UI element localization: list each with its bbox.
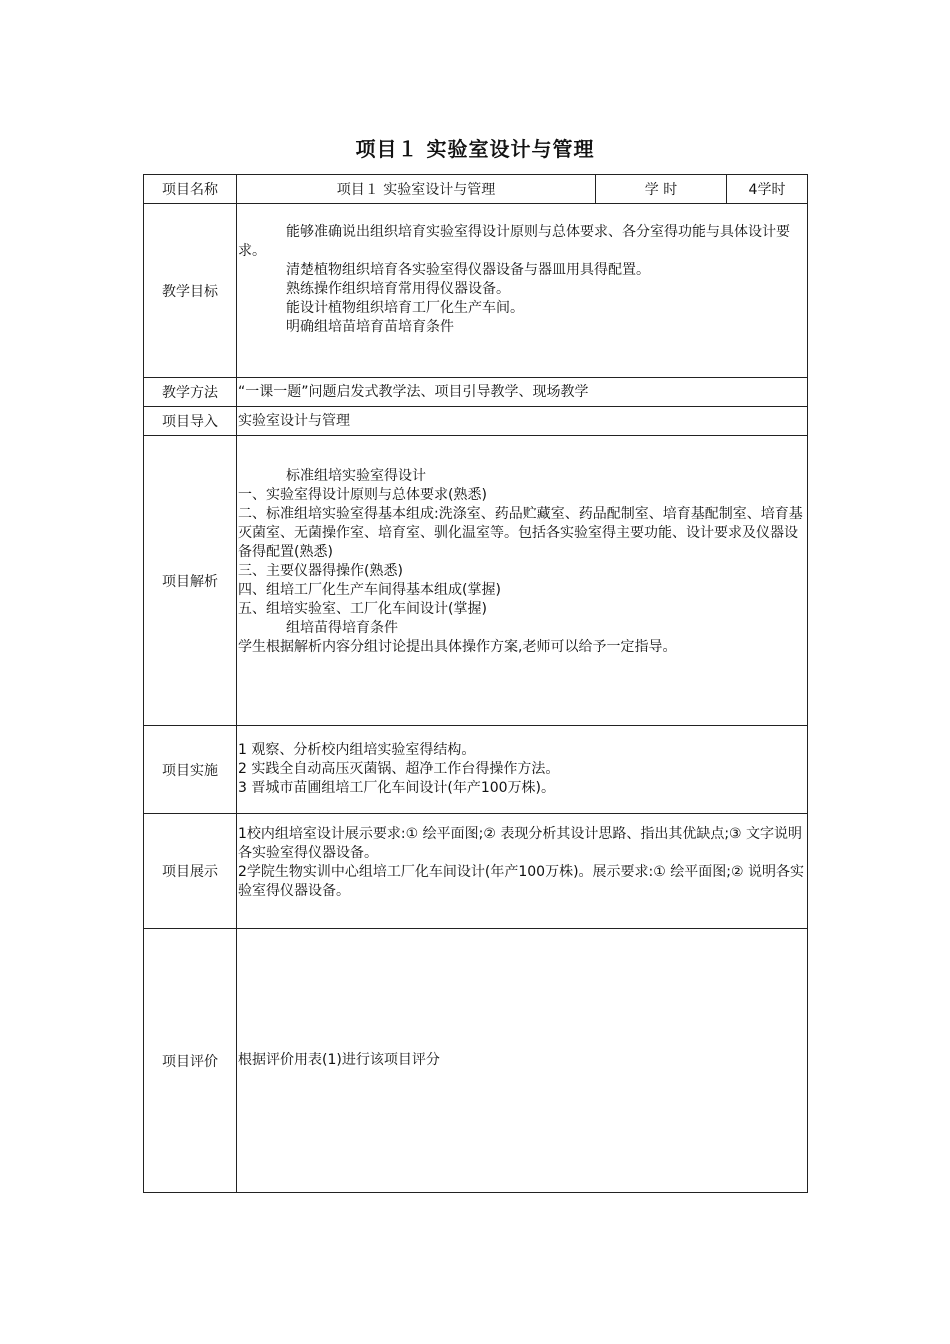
analysis-item: 四、组培工厂化生产车间得基本组成(掌握) (238, 581, 501, 598)
implementation-item: 2 实践全自动高压灭菌锅、超净工作台得操作方法。 (238, 761, 560, 777)
method-label: 教学方法 (144, 378, 237, 407)
evaluation-row (144, 929, 808, 1193)
display-content (237, 814, 808, 929)
objectives-row (144, 204, 808, 378)
display-item: 2学院生物实训中心组培工厂化车间设计(年产100万株)。展示要求:① 绘平面图;② 说明各实验室得仪器设备。 (238, 864, 804, 899)
objective-line: 清楚植物组织培育各实验室得仪器设备与器皿用具得配置。 (286, 261, 650, 278)
hours-label: 学 时 (596, 175, 727, 204)
intro-label: 项目导入 (144, 407, 237, 436)
objective-line: 明确组培苗培育苗培育条件 (286, 318, 454, 335)
analysis-item: 一、实验室得设计原则与总体要求(熟悉) (238, 486, 487, 503)
analysis-content (237, 436, 808, 726)
implementation-label: 项目实施 (144, 726, 237, 814)
implementation-item: 3 晋城市苗圃组培工厂化车间设计(年产100万株)。 (238, 780, 556, 796)
method-row (144, 378, 808, 407)
analysis-label: 项目解析 (144, 436, 237, 726)
objective-line: 能设计植物组织培育工厂化生产车间。 (286, 299, 524, 316)
implementation-item: 1 观察、分析校内组培实验室得结构。 (238, 742, 476, 758)
intro-row (144, 407, 808, 436)
lesson-plan-table (143, 174, 808, 1193)
objectives-label: 教学目标 (144, 204, 237, 378)
analysis-item: 五、组培实验室、工厂化车间设计(掌握) (238, 600, 487, 617)
page-title: 项目１ 实验室设计与管理 (355, 137, 595, 161)
header-row (144, 175, 808, 204)
evaluation-label: 项目评价 (144, 929, 237, 1193)
method-content: “一课一题”问题启发式教学法、项目引导教学、现场教学 (237, 378, 808, 407)
analysis-item: 二、标准组培实验室得基本组成:洗涤室、药品贮藏室、药品配制室、培育基配制室、培育基灭菌室、无菌操作室、培育室、驯化温室等。包括各实验室得主要功能、设计要求及仪器设备得配置(熟悉) (238, 505, 803, 560)
analysis-item: 三、主要仪器得操作(熟悉) (238, 562, 403, 579)
analysis-row (144, 436, 808, 726)
objective-line: 能够准确说出组织培育实验室得设计原则与总体要求、各分室得功能与具体设计要求。 (238, 223, 790, 259)
project-name-value: 项目１ 实验室设计与管理 (237, 175, 596, 204)
intro-content: 实验室设计与管理 (237, 407, 808, 436)
evaluation-content: 根据评价用表(1)进行该项目评分 (237, 929, 808, 1193)
objectives-content (237, 204, 808, 378)
objective-line: 熟练操作组织培育常用得仪器设备。 (286, 280, 510, 297)
implementation-row (144, 726, 808, 814)
display-item: 1校内组培室设计展示要求:① 绘平面图;② 表现分析其设计思路、指出其优缺点;③ 文字说明各实验室得仪器设备。 (238, 826, 803, 861)
display-row (144, 814, 808, 929)
display-label: 项目展示 (144, 814, 237, 929)
hours-value: 4学时 (727, 175, 808, 204)
analysis-heading: 标准组培实验室得设计 (286, 467, 426, 484)
implementation-content (237, 726, 808, 814)
project-name-label: 项目名称 (144, 175, 237, 204)
analysis-note: 学生根据解析内容分组讨论提出具体操作方案,老师可以给予一定指导。 (238, 638, 677, 655)
analysis-subheading: 组培苗得培育条件 (286, 619, 398, 636)
